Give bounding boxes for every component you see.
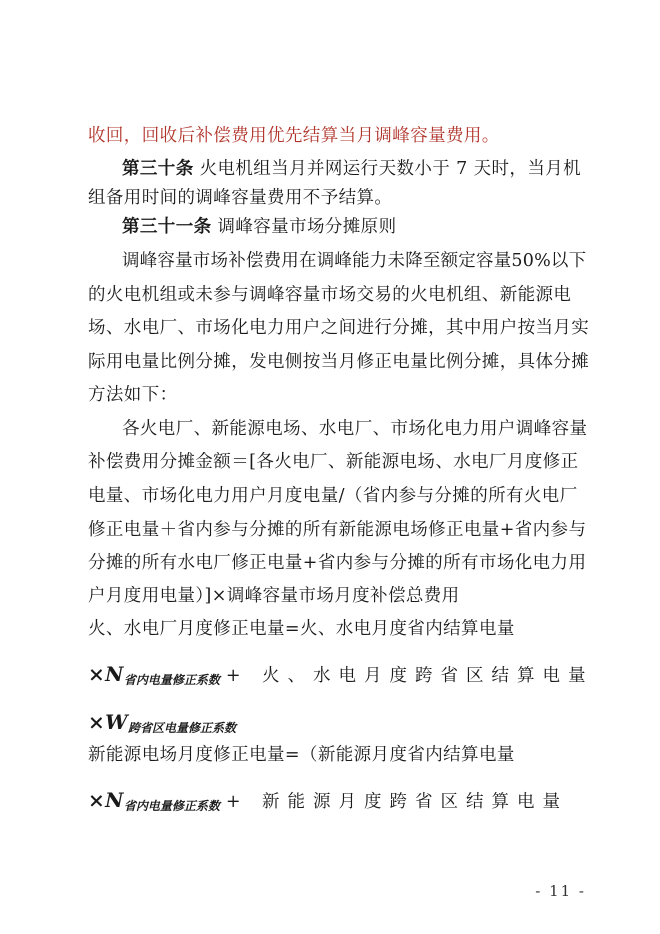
text-line-9: 方法如下： [88,385,178,405]
formula-line-17 [88,662,594,692]
formula-line-18 [88,710,588,740]
text-line-15: 户月度用电量）]×调峰容量市场月度补偿总费用 [88,586,460,606]
article-30 [122,157,592,181]
text-line-3: 组备用时间的调峰容量费用不予结算。 [88,188,393,208]
text-line-7: 场、水电厂、市场化电力用户之间进行分摊，其中用户按当月实 [88,318,590,338]
article-30-text: 火电机组当月并网运行天数小于 7 天时，当月机 [199,159,582,179]
text-line-6: 的火电机组或未参与调峰容量市场交易的火电机组、新能源电 [88,285,572,305]
text-line-12: 电量、市场化电力用户月度电量/（省内参与分摊的所有火电厂 [88,486,578,506]
text-line-8: 际用电量比例分摊，发电侧按当月修正电量比例分摊，具体分摊 [88,352,590,372]
multiply-n-symbol-2: ×N [88,788,124,812]
article-30-heading: 第三十条 [122,159,194,179]
article-31-heading: 第三十一条 [122,217,212,237]
n-subscript: 省内电量修正系数 [123,673,220,687]
text-line-5: 调峰容量市场补偿费用在调峰能力未降至额定容量50%以下 [122,251,587,271]
formula-line-17-text: + 火、水电月度跨省区结算电量 [225,666,594,686]
w-subscript: 跨省区电量修正系数 [128,721,237,735]
text-line-13: 修正电量＋省内参与分摊的所有新能源电场修正电量+省内参与 [88,520,587,540]
formula-line-20-text: + 新能源月度跨省区结算电量 [225,792,569,812]
article-31 [122,215,622,239]
text-line-10: 各火电厂、新能源电场、水电厂、市场化电力用户调峰容量 [122,419,588,439]
formula-line-16: 火、水电厂月度修正电量=火、水电月度省内结算电量 [88,619,515,639]
article-31-text: 调峰容量市场分摊原则 [217,217,397,237]
multiply-n-symbol: ×N [88,662,124,686]
text-line-14: 分摊的所有水电厂修正电量+省内参与分摊的所有市场化电力用 [88,553,587,573]
text-line-11: 补偿费用分摊金额＝[各火电厂、新能源电场、水电厂月度修正 [88,452,579,472]
formula-line-19: 新能源电场月度修正电量=（新能源月度省内结算电量 [88,745,515,765]
page-number: - 11 - [535,882,586,900]
formula-line-20 [88,788,588,818]
n-subscript-2: 省内电量修正系数 [123,799,220,813]
multiply-w-symbol: ×W [88,710,129,734]
text-line-1: 收回，回收后补偿费用优先结算当月调峰容量费用。 [88,126,500,146]
